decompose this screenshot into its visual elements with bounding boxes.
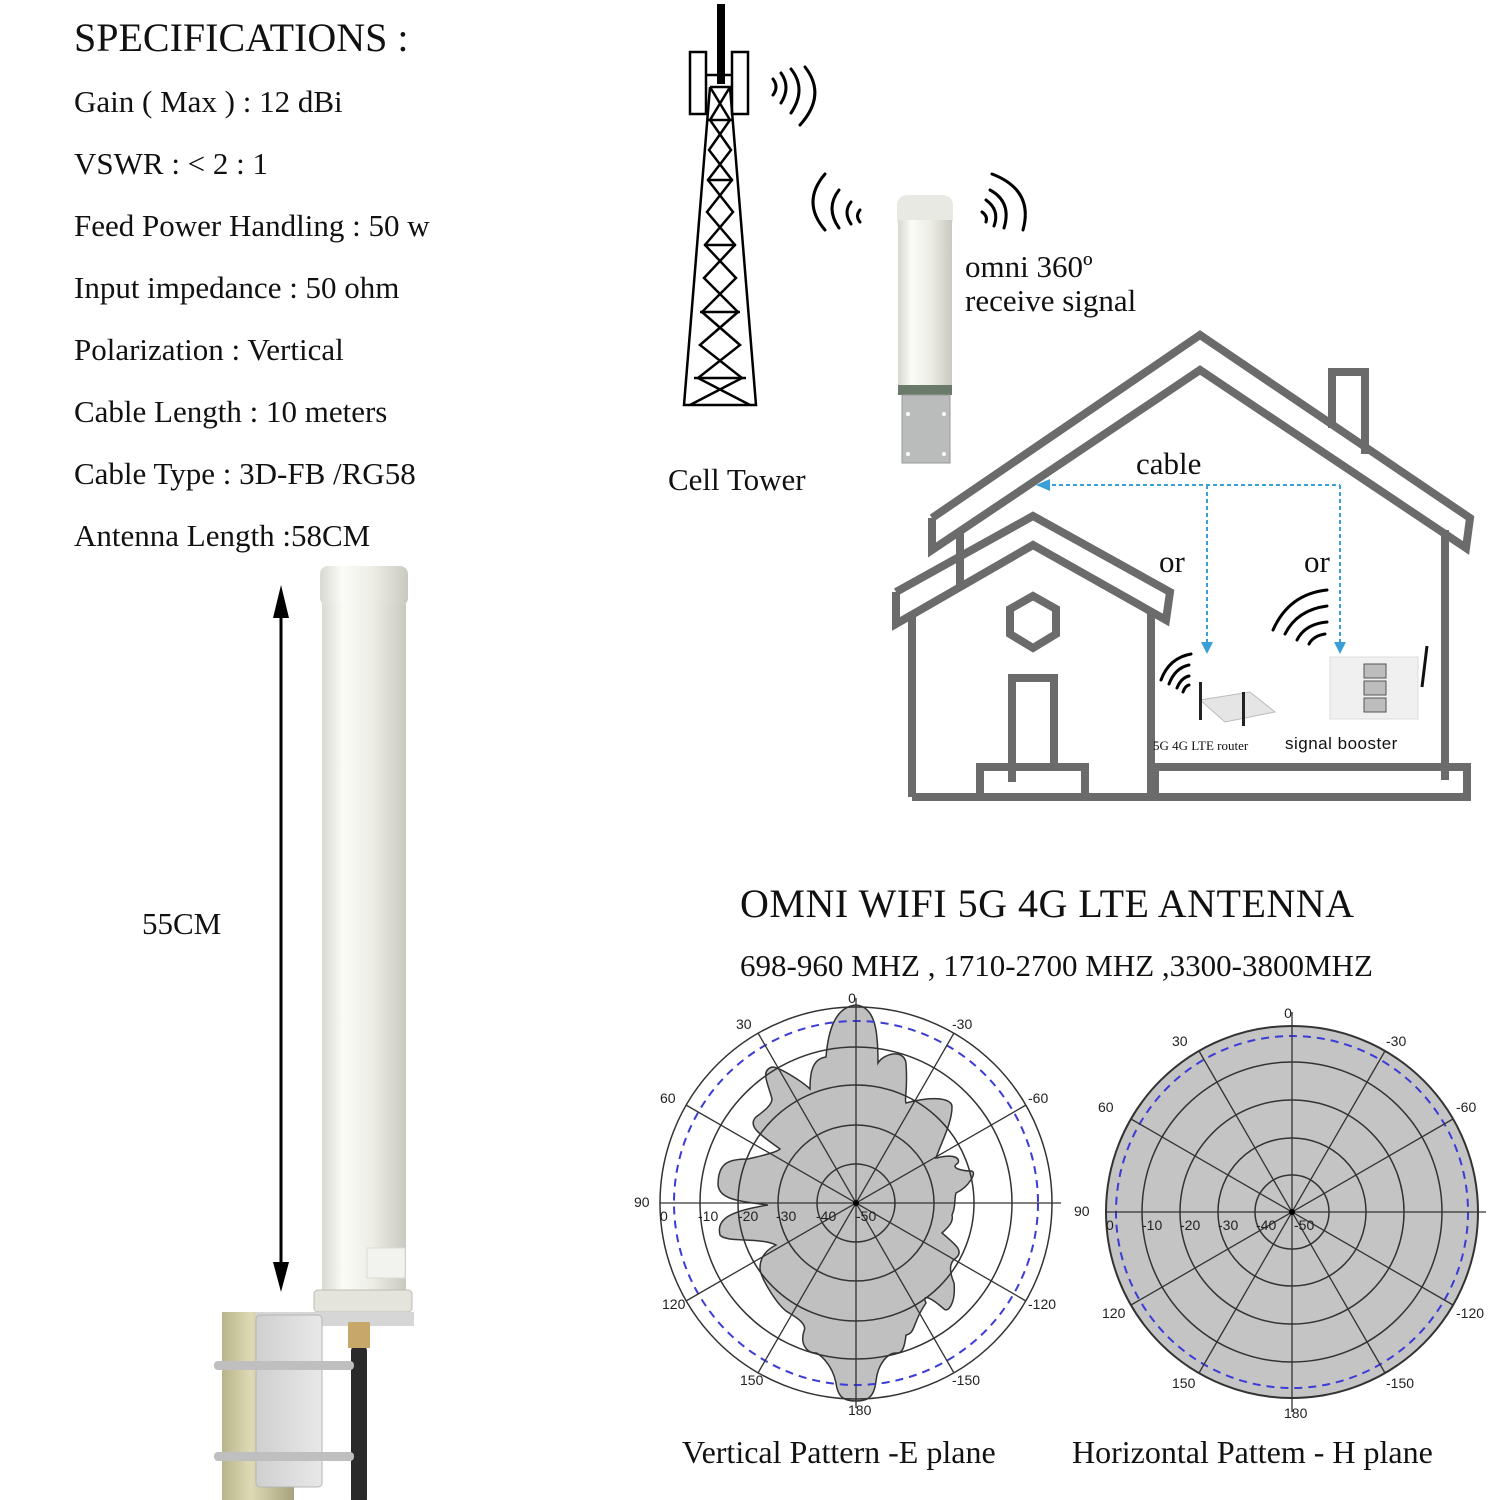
signal-booster-icon [1265,582,1445,732]
svg-text:0: 0 [1106,1217,1114,1233]
svg-text:60: 60 [660,1090,676,1106]
svg-text:-150: -150 [1386,1375,1415,1391]
dimension-arrow [0,0,640,1500]
svg-text:120: 120 [662,1296,686,1312]
cable-label: cable [1136,446,1202,481]
svg-text:-120: -120 [1028,1296,1057,1312]
svg-text:-30: -30 [776,1208,797,1224]
svg-text:180: 180 [848,1402,872,1418]
svg-text:-50: -50 [856,1208,877,1224]
vertical-pattern-chart [630,990,1070,1418]
svg-text:-10: -10 [698,1208,719,1224]
omni-label-line1: omni 360º [965,249,1093,284]
svg-text:-60: -60 [1028,1090,1049,1106]
cell-tower-label: Cell Tower [668,462,806,497]
booster-label: signal booster [1285,734,1398,753]
svg-text:-10: -10 [1142,1217,1163,1233]
router-icon [1155,640,1275,735]
svg-text:150: 150 [1172,1375,1196,1391]
product-headline: OMNI WIFI 5G 4G LTE ANTENNA [740,881,1355,926]
svg-text:0: 0 [660,1208,668,1224]
spec-vswr: VSWR : < 2 : 1 [74,146,269,181]
svg-text:-40: -40 [816,1208,837,1224]
svg-text:-30: -30 [1218,1217,1239,1233]
svg-text:-120: -120 [1456,1305,1485,1321]
svg-text:120: 120 [1102,1305,1126,1321]
svg-text:-30: -30 [952,1016,973,1032]
omni-signal-waves-left-icon [805,172,865,238]
frequency-bands: 698-960 MHZ , 1710-2700 MHZ ,3300-3800MHZ [740,948,1373,983]
horizontal-pattern-chart [1070,995,1500,1421]
svg-text:150: 150 [740,1372,764,1388]
spec-polarization: Polarization : Vertical [74,332,344,367]
spec-cable-length: Cable Length : 10 meters [74,394,388,429]
omni-signal-waves-right-icon [980,170,1040,236]
svg-text:30: 30 [1172,1033,1188,1049]
svg-text:60: 60 [1098,1099,1114,1115]
tower-signal-waves-icon [765,65,835,135]
svg-text:90: 90 [634,1194,650,1210]
or-label-left: or [1159,544,1185,579]
svg-text:-20: -20 [1180,1217,1201,1233]
svg-text:-30: -30 [1386,1033,1407,1049]
svg-text:30: 30 [736,1016,752,1032]
vertical-pattern-caption: Vertical Pattern -E plane [682,1434,996,1470]
dimension-label: 55CM [142,906,222,941]
omni-label-line2: receive signal [965,283,1137,318]
spec-cable-type: Cable Type : 3D-FB /RG58 [74,456,416,491]
svg-text:90: 90 [1074,1203,1090,1219]
specifications-title: SPECIFICATIONS : [74,15,409,60]
svg-text:-60: -60 [1456,1099,1477,1115]
horizontal-pattern-caption: Horizontal Pattem - H plane [1072,1434,1433,1470]
svg-text:0: 0 [1284,1005,1292,1021]
spec-power: Feed Power Handling : 50 w [74,208,430,243]
angle-tick-0: 0 [848,990,856,1006]
router-label: 5G 4G LTE router [1153,738,1249,753]
svg-text:-150: -150 [952,1372,981,1388]
svg-text:-40: -40 [1256,1217,1277,1233]
or-label-right: or [1304,544,1330,579]
svg-text:-50: -50 [1294,1217,1315,1233]
spec-gain: Gain ( Max ) : 12 dBi [74,84,343,119]
svg-text:180: 180 [1284,1405,1308,1421]
spec-antenna-length: Antenna Length :58CM [74,518,371,553]
svg-text:-20: -20 [738,1208,759,1224]
spec-impedance: Input impedance : 50 ohm [74,270,400,305]
